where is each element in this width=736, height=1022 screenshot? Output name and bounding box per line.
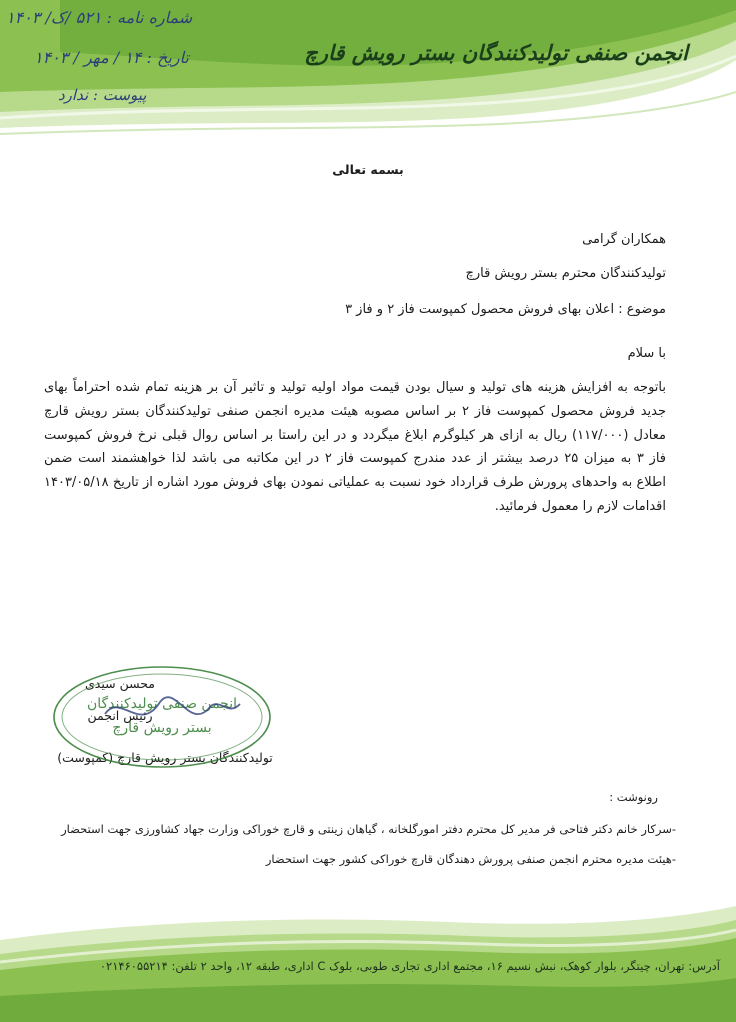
handwritten-letter-number: شماره نامه : ۵۲۱ /ک/ ۱۴۰۳ (6, 8, 193, 27)
cc-item-1: -سرکار خانم دکتر فتاحی فر مدیر کل محترم دفتر امورگلخانه ، گیاهان زینتی و قارچ خوراکی وزارت جهاد کشاورزی جهت استحضار (61, 822, 676, 836)
handwritten-date: تاریخ : ۱۴ / مهر / ۱۴۰۳ (34, 48, 189, 67)
subject-line: موضوع : اعلان بهای فروش محصول کمپوست فاز ۲ و فاز ۳ (345, 302, 666, 317)
bismillah-heading: بسمه تعالی (332, 162, 404, 177)
letter-body-paragraph: باتوجه به افزایش هزینه های تولید و سیال بودن قیمت مواد اولیه تولید و تاثیر آن بر هزینه تمام شده احتراماً بهای جدید فروش محصول کمپوست فاز ۲ بر اساس مصوبه هیئت مدیره انجمن صنفی تولیدکنندگان بستر رویش قارچ معادل (۱۱۷/۰۰۰) ریال به ازای هر کیلوگرم ابلاغ میگردد و در این راستا بر اساس روال قبلی نرخ فروش کمپوست فاز ۳ به میزان ۲۵ درصد بیشتر از عدد مندرج کمپوست فاز ۲ در این مکاتبه می باشد لذا خواهشمند است ضمن اطلاع به واحدهای پرورش طرف قرارداد خود نسبت به عملیاتی نمودن بهای فروش مورد اشاره از تاریخ ۱۴۰۳/۰۵/۱۸ اقدامات لازم را معمول فرمائید. (44, 380, 666, 514)
signatory-organization: تولیدکنندگان بستر رویش قارچ (کمپوست) (57, 750, 273, 765)
recipient-line: تولیدکنندگان محترم بستر رویش قارچ (465, 266, 666, 281)
stamp-text-line-1: انجمن صنفی تولیدکنندگان (87, 696, 237, 712)
cc-heading: رونوشت : (609, 790, 658, 804)
salutation-line: با سلام (627, 346, 666, 361)
footer-address: آدرس: تهران، چیتگر، بلوار کوهک، نبش نسیم ۱۶، مجتمع اداری تجاری طوبی، بلوک C اداری، طبقه ۱۲، واحد ۲ تلفن: ۰۲۱۴۶۰۵۵۲۱۴ (99, 959, 720, 973)
signatory-title: رئیس انجمن (87, 708, 153, 723)
stamp-text-line-2: بستر رویش قارچ (112, 720, 212, 736)
handwritten-attachment: پیوست : ندارد (58, 86, 147, 104)
signatory-name: محسن سیدی (85, 676, 155, 691)
official-stamp (50, 662, 275, 772)
cc-item-2: -هیئت مدیره محترم انجمن صنفی پرورش دهندگان قارچ خوراکی کشور جهت استحضار (265, 852, 676, 866)
organization-title: انجمن صنفی تولیدکنندگان بستر رویش قارچ (304, 40, 688, 65)
greeting-line: همکاران گرامی (582, 232, 666, 247)
